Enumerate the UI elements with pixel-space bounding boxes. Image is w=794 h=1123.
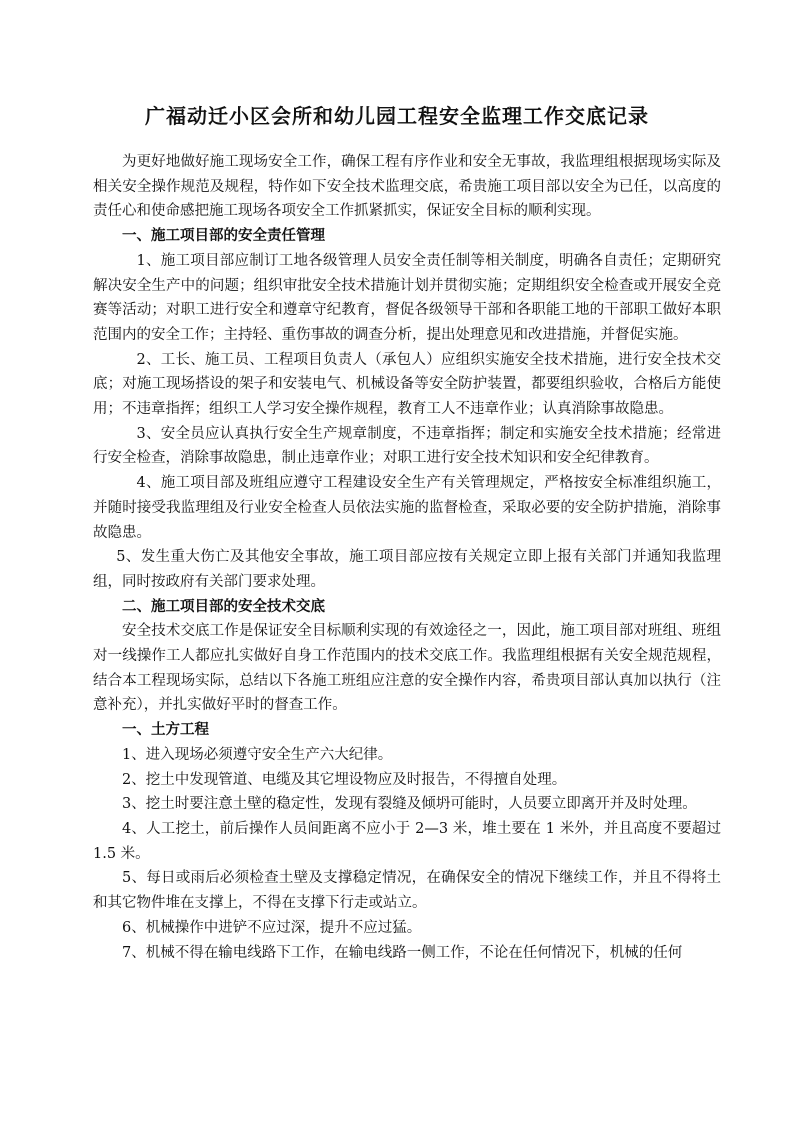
earthwork-item-5: 5、每日或雨后必须检查土壁及支撑稳定情况，在确保安全的情况下继续工作，并且不得将土和其它物件堆在支撑上，不得在支撑下行走或站立。 — [93, 870, 721, 912]
document-body — [93, 150, 721, 965]
earthwork-item-7: 7、机械不得在输电线路下工作，在输电线路一侧工作，不论在任何情况下，机械的任何 — [122, 944, 683, 961]
earthwork-item-4: 4、人工挖土，前后操作人员间距离不应小于 2—3 米，堆土要在 1 米外，并且高度不要超过 1.5 米。 — [93, 820, 721, 862]
sub-heading-earthwork: 一、土方工程 — [122, 721, 209, 739]
section-heading-responsibility: 一、施工项目部的安全责任管理 — [122, 227, 325, 245]
earthwork-item-6: 6、机械操作中进铲不应过深，提升不应过猛。 — [122, 919, 422, 936]
section-heading-technical: 二、施工项目部的安全技术交底 — [122, 597, 325, 615]
responsibility-item-4: 4、施工项目部及班组应遵守工程建设安全生产有关管理规定，严格按安全标准组织施工，并随时接受我监理组及行业安全检查人员依法实施的监督检查，采取必要的安全防护措施，消除事故隐患。 — [93, 475, 721, 541]
responsibility-item-2: 2、工长、施工员、工程项目负责人（承包人）应组织实施安全技术措施，进行安全技术交底；对施工现场搭设的架子和安装电气、机械设备等安全防护装置，都要组织验收，合格后方能使用；不违章指挥；组织工人学习安全操作规程，教育工人不违章作业；认真消除事故隐患。 — [93, 351, 721, 418]
earthwork-item-2: 2、挖土中发现管道、电缆及其它埋设物应及时报告，不得擅自处理。 — [122, 771, 567, 788]
earthwork-item-3: 3、挖土时要注意土壁的稳定性，发现有裂缝及倾坍可能时，人员要立即离开并及时处理。 — [122, 796, 697, 813]
document-title: 广福动迁小区会所和幼儿园工程安全监理工作交底记录 — [145, 104, 649, 128]
intro-paragraph: 为更好地做好施工现场安全工作，确保工程有序作业和安全无事故，我监理组根据现场实际及相关安全操作规范及规程，特作如下安全技术监理交底，希贵施工项目部以安全为已任，以高度的责任心和使命感把施工现场各项安全工作抓紧抓实，保证安全目标的顺利实现。 — [93, 154, 721, 220]
earthwork-item-1: 1、进入现场必须遵守安全生产六大纪律。 — [122, 746, 393, 763]
responsibility-item-1: 1、施工项目部应制订工地各级管理人员安全责任制等相关制度，明确各自责任；定期研究解决安全生产中的问题；组织审批安全技术措施计划并贯彻实施；定期组织安全检查或开展安全竞赛等活动；对职工进行安全和遵章守纪教育，督促各级领导干部和各职能工地的干部职工做好本职范围内的安全工作；主持轻、重伤事故的调查分析，提出处理意见和改进措施，并督促实施。 — [93, 252, 721, 343]
technical-intro-paragraph: 安全技术交底工作是保证安全目标顺利实现的有效途径之一，因此，施工项目部对班组、班组对一线操作工人都应扎实做好自身工作范围内的技术交底工作。我监理组根据有关安全规范规程，结合本工程现场实际，总结以下各施工班组应注意的安全操作内容，希贵项目部认真加以执行（注意补充），并扎实做好平时的督查工作。 — [93, 623, 721, 714]
responsibility-item-5: 5、发生重大伤亡及其他安全事故，施工项目部应按有关规定立即上报有关部门并通知我监理组，同时按政府有关部门要求处理。 — [93, 549, 721, 590]
responsibility-item-3: 3、安全员应认真执行安全生产规章制度，不违章指挥；制定和实施安全技术措施；经常进行安全检查，消除事故隐患，制止违章作业；对职工进行安全技术知识和安全纪律教育。 — [93, 425, 721, 467]
